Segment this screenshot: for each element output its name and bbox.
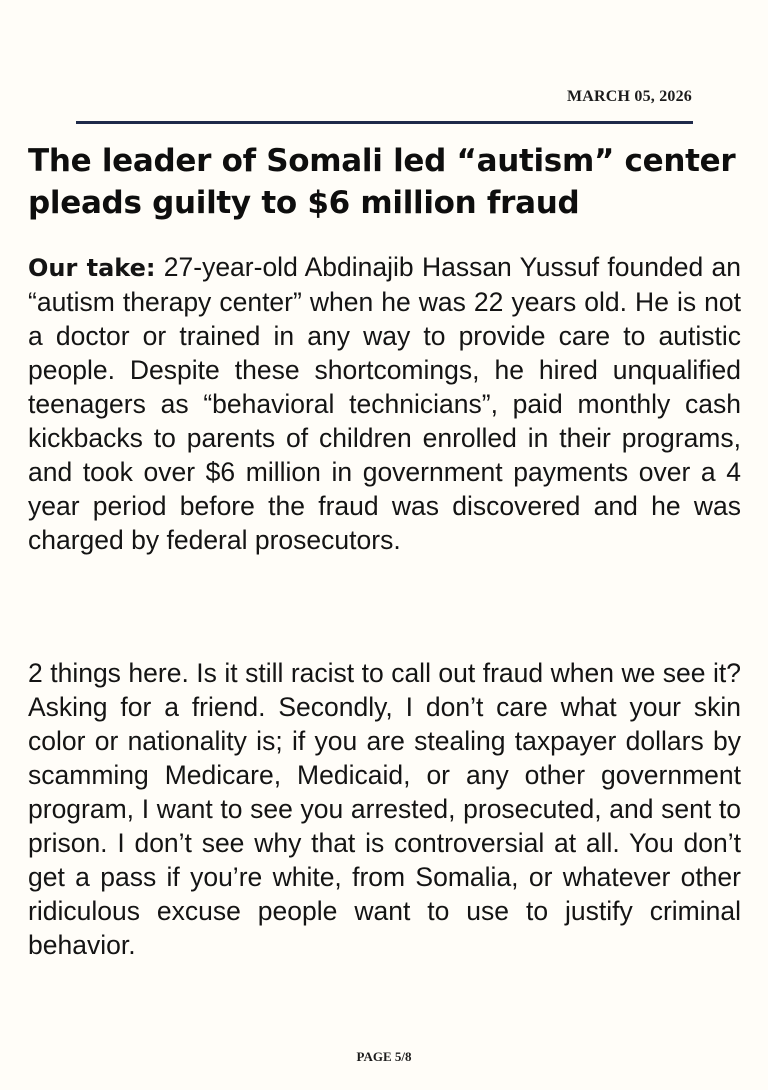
article-headline: The leader of Somali led “autism” center pleads guilty to $6 million fraud [28,143,736,221]
article-paragraph-2: 2 things here. Is it still racist to call out fraud when we see it? Asking for a friend. Secondly, I don’t care what your skin color or nationality is; if you are stealing taxpayer dollars by scamming Medicare, Medicaid, or any other government program, I want to see you arrested, prosecuted, and sent to prison. I don’t see why that is controversial at all. You don’t get a pass if you’re white, from Somalia, or whatever other ridiculous excuse people want to use to justify criminal behavior. [28,658,741,960]
paragraph-1-text: 27-year-old Abdinajib Hassan Yussuf founded an “autism therapy center” when he was 22 years old. He is not a doctor or trained in any way to provide care to autistic people. Despite these shortcomings, he hired unqualified teenagers as “behavioral technicians”, paid monthly cash kickbacks to parents of children enrolled in their programs, and took over $6 million in government payments over a 4 year period before the fraud was discovered and he was charged by federal prosecutors. [28,252,741,555]
page-number: PAGE 5/8 [356,1049,412,1064]
article-paragraph-1 [28,250,741,557]
lead-label: Our take: [28,254,156,282]
header-divider [76,121,693,124]
date-label: MARCH 05, 2026 [566,88,692,105]
